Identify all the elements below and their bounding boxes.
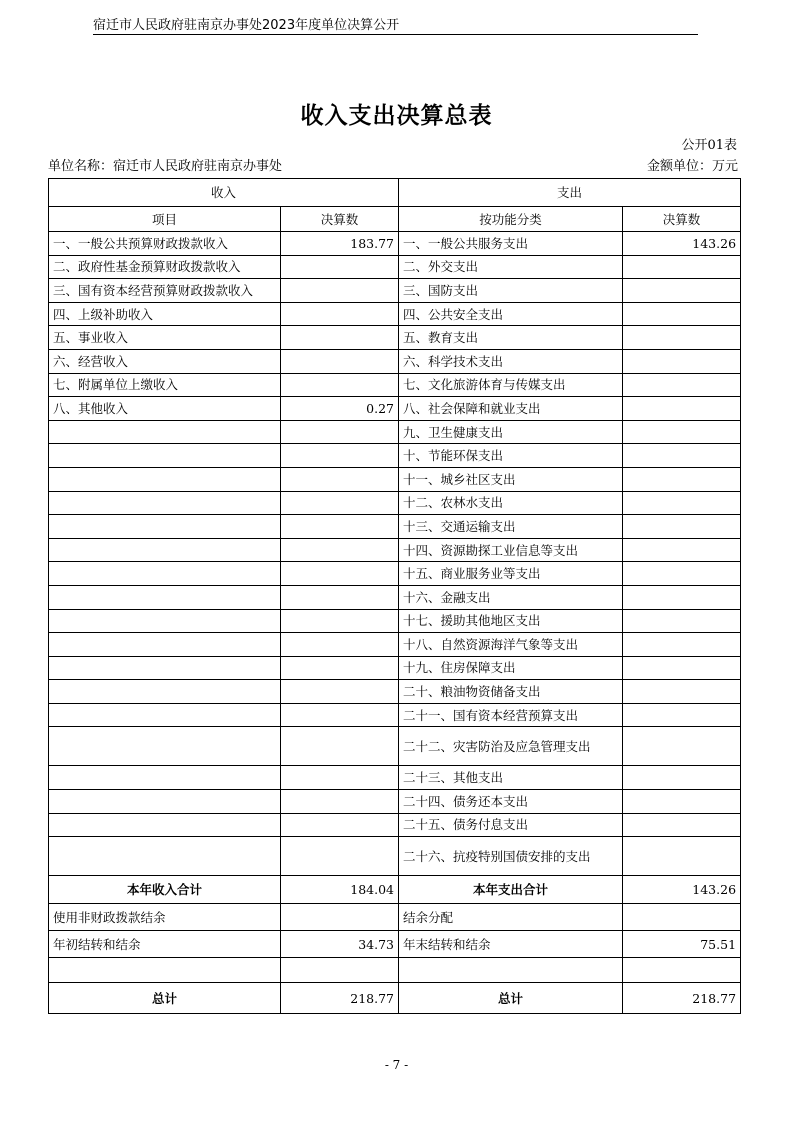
- table-row: [49, 515, 741, 539]
- table-row: [49, 813, 741, 837]
- table-row: [49, 232, 741, 256]
- expense-item: 四、公共安全支出: [399, 302, 623, 326]
- meta-row: [48, 155, 738, 175]
- income-item: [49, 562, 281, 586]
- running-header: 宿迁市人民政府驻南京办事处2023年度单位决算公开: [93, 18, 400, 33]
- unit-name: 单位名称：宿迁市人民政府驻南京办事处: [48, 159, 283, 174]
- income-item: [49, 703, 281, 727]
- closing-balance: 75.51: [623, 931, 741, 958]
- table-row: [49, 349, 741, 373]
- expense-item: 十二、农林水支出: [399, 491, 623, 515]
- header-rule: [93, 34, 698, 35]
- income-amount: [281, 562, 399, 586]
- table-row: [49, 444, 741, 468]
- expense-item: 十九、住房保障支出: [399, 656, 623, 680]
- income-amount: [281, 326, 399, 350]
- table-row: [49, 397, 741, 421]
- income-item: [49, 680, 281, 704]
- income-amount: [281, 727, 399, 766]
- income-amount: [281, 515, 399, 539]
- income-item: [49, 585, 281, 609]
- table-row: [49, 703, 741, 727]
- income-item: [49, 444, 281, 468]
- expense-item: 七、文化旅游体育与传媒支出: [399, 373, 623, 397]
- income-amount: [281, 703, 399, 727]
- year-income-total: 184.04: [281, 876, 399, 904]
- income-amount: [281, 680, 399, 704]
- expense-amount: [623, 585, 741, 609]
- income-amount: [281, 656, 399, 680]
- col-function-header: 按功能分类: [399, 207, 623, 232]
- income-item: [49, 467, 281, 491]
- amount-unit: 金额单位：万元: [646, 159, 738, 174]
- income-amount: 0.27: [281, 397, 399, 421]
- expense-item: 十八、自然资源海洋气象等支出: [399, 633, 623, 657]
- income-amount: [281, 279, 399, 303]
- form-number: 公开01表: [681, 138, 737, 153]
- income-item: [49, 837, 281, 876]
- expense-item: 九、卫生健康支出: [399, 420, 623, 444]
- income-item: [49, 813, 281, 837]
- expense-item: 十、节能环保支出: [399, 444, 623, 468]
- income-amount: [281, 766, 399, 790]
- income-item: 四、上级补助收入: [49, 302, 281, 326]
- income-amount: [281, 790, 399, 814]
- grand-total-left: 218.77: [281, 983, 399, 1014]
- income-item: [49, 790, 281, 814]
- income-item: 一、一般公共预算财政拨款收入: [49, 232, 281, 256]
- expense-amount: [623, 813, 741, 837]
- table-row: [49, 302, 741, 326]
- non-fiscal-balance: [281, 904, 399, 931]
- expense-amount: [623, 837, 741, 876]
- expense-item: 十一、城乡社区支出: [399, 467, 623, 491]
- year-expense-total-label: 本年支出合计: [399, 876, 623, 904]
- expense-amount: [623, 633, 741, 657]
- table-row: [49, 790, 741, 814]
- table-row: [49, 680, 741, 704]
- income-item: [49, 727, 281, 766]
- expense-item: 八、社会保障和就业支出: [399, 397, 623, 421]
- expense-item: 十六、金融支出: [399, 585, 623, 609]
- expense-item: 二十二、灾害防治及应急管理支出: [399, 727, 623, 766]
- income-item: 二、政府性基金预算财政拨款收入: [49, 255, 281, 279]
- income-amount: [281, 444, 399, 468]
- table-row: [49, 420, 741, 444]
- table-row: [49, 766, 741, 790]
- opening-balance-label: 年初结转和结余: [49, 931, 281, 958]
- income-item: [49, 491, 281, 515]
- expense-amount: [623, 515, 741, 539]
- income-amount: [281, 633, 399, 657]
- expense-item: 二十五、债务付息支出: [399, 813, 623, 837]
- expense-amount: [623, 255, 741, 279]
- income-amount: [281, 420, 399, 444]
- balance-row: [49, 931, 741, 958]
- income-item: [49, 656, 281, 680]
- year-income-total-label: 本年收入合计: [49, 876, 281, 904]
- grand-total-row: [49, 983, 741, 1014]
- table-row: [49, 609, 741, 633]
- income-item: 八、其他收入: [49, 397, 281, 421]
- expense-item: 十三、交通运输支出: [399, 515, 623, 539]
- year-expense-total: 143.26: [623, 876, 741, 904]
- table-row: [49, 538, 741, 562]
- income-amount: [281, 349, 399, 373]
- income-item: 三、国有资本经营预算财政拨款收入: [49, 279, 281, 303]
- expense-amount: [623, 326, 741, 350]
- expense-item: 三、国防支出: [399, 279, 623, 303]
- income-item: [49, 420, 281, 444]
- expense-amount: [623, 491, 741, 515]
- opening-balance: 34.73: [281, 931, 399, 958]
- table-section-header-row: [49, 179, 741, 207]
- expense-amount: [623, 680, 741, 704]
- income-amount: [281, 373, 399, 397]
- blank-cell: [281, 958, 399, 983]
- income-amount: [281, 255, 399, 279]
- expense-amount: [623, 373, 741, 397]
- expense-amount: 143.26: [623, 232, 741, 256]
- income-amount: 183.77: [281, 232, 399, 256]
- income-amount: [281, 491, 399, 515]
- table-row: [49, 562, 741, 586]
- expense-amount: [623, 562, 741, 586]
- grand-total-label-right: 总计: [399, 983, 623, 1014]
- expense-amount: [623, 538, 741, 562]
- table-row: [49, 279, 741, 303]
- expense-item: 十五、商业服务业等支出: [399, 562, 623, 586]
- expense-amount: [623, 766, 741, 790]
- expense-item: 六、科学技术支出: [399, 349, 623, 373]
- income-amount: [281, 813, 399, 837]
- blank-cell: [399, 958, 623, 983]
- expense-header: 支出: [399, 179, 741, 207]
- expense-amount: [623, 397, 741, 421]
- expense-item: 二十三、其他支出: [399, 766, 623, 790]
- income-header: 收入: [49, 179, 399, 207]
- expense-amount: [623, 420, 741, 444]
- table-row: [49, 727, 741, 766]
- income-amount: [281, 302, 399, 326]
- blank-cell: [49, 958, 281, 983]
- expense-item: 十四、资源勘探工业信息等支出: [399, 538, 623, 562]
- closing-balance-label: 年末结转和结余: [399, 931, 623, 958]
- expense-amount: [623, 703, 741, 727]
- income-item: 六、经营收入: [49, 349, 281, 373]
- expense-amount: [623, 467, 741, 491]
- expense-amount: [623, 444, 741, 468]
- income-item: [49, 538, 281, 562]
- grand-total-right: 218.77: [623, 983, 741, 1014]
- income-item: [49, 766, 281, 790]
- grand-total-label-left: 总计: [49, 983, 281, 1014]
- expense-amount: [623, 609, 741, 633]
- income-item: [49, 515, 281, 539]
- income-item: [49, 633, 281, 657]
- page-title: 收入支出决算总表: [300, 103, 493, 129]
- income-amount: [281, 609, 399, 633]
- col-amount-left-header: 决算数: [281, 207, 399, 232]
- income-item: [49, 609, 281, 633]
- page-number: - 7 -: [384, 1058, 409, 1072]
- blank-cell: [623, 958, 741, 983]
- table-row: [49, 467, 741, 491]
- expense-item: 二十、粮油物资储备支出: [399, 680, 623, 704]
- col-amount-right-header: 决算数: [623, 207, 741, 232]
- expense-item: 一、一般公共服务支出: [399, 232, 623, 256]
- income-amount: [281, 585, 399, 609]
- expense-item: 五、教育支出: [399, 326, 623, 350]
- expense-amount: [623, 656, 741, 680]
- table-row: [49, 633, 741, 657]
- surplus-distribution: [623, 904, 741, 931]
- surplus-distribution-label: 结余分配: [399, 904, 623, 931]
- table-row: [49, 837, 741, 876]
- income-item: 七、附属单位上缴收入: [49, 373, 281, 397]
- table-row: [49, 255, 741, 279]
- expense-amount: [623, 790, 741, 814]
- expense-item: 十七、援助其他地区支出: [399, 609, 623, 633]
- expense-amount: [623, 727, 741, 766]
- table-row: [49, 585, 741, 609]
- income-amount: [281, 837, 399, 876]
- income-item: 五、事业收入: [49, 326, 281, 350]
- expense-item: 二十一、国有资本经营预算支出: [399, 703, 623, 727]
- non-fiscal-balance-label: 使用非财政拨款结余: [49, 904, 281, 931]
- income-amount: [281, 467, 399, 491]
- table-row: [49, 656, 741, 680]
- table-row: [49, 326, 741, 350]
- table-row: [49, 491, 741, 515]
- expense-amount: [623, 349, 741, 373]
- blank-row: [49, 958, 741, 983]
- col-item-header: 项目: [49, 207, 281, 232]
- table-row: [49, 373, 741, 397]
- expense-amount: [623, 302, 741, 326]
- expense-item: 二十四、债务还本支出: [399, 790, 623, 814]
- income-expense-table: [48, 178, 741, 1014]
- income-amount: [281, 538, 399, 562]
- table-column-header-row: [49, 207, 741, 232]
- balance-use-row: [49, 904, 741, 931]
- expense-item: 二、外交支出: [399, 255, 623, 279]
- expense-amount: [623, 279, 741, 303]
- year-total-row: [49, 876, 741, 904]
- expense-item: 二十六、抗疫特别国债安排的支出: [399, 837, 623, 876]
